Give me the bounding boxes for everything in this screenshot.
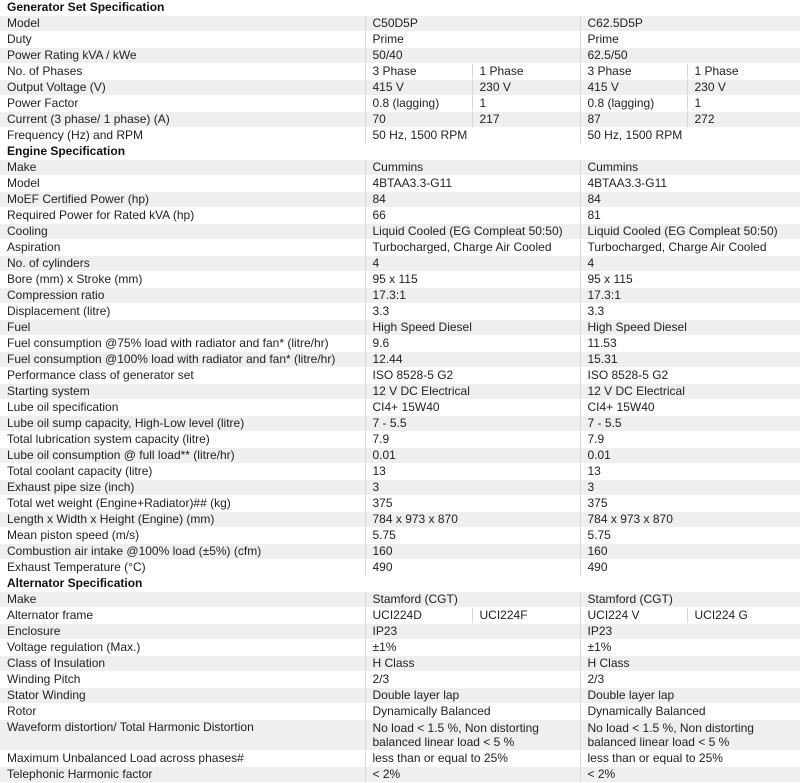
spec-row — [0, 624, 800, 640]
spec-row — [0, 751, 800, 767]
c50d5p-value: C50D5P — [365, 16, 580, 32]
c50d5p-value: 4 — [365, 256, 580, 272]
c62-5d5p-value: less than or equal to 25% — [580, 751, 800, 767]
spec-row — [0, 432, 800, 448]
spec-label: Rotor — [0, 704, 365, 720]
c62-5d5p-value: 4BTAA3.3-G11 — [580, 176, 800, 192]
c62-5d5p-value: ISO 8528-5 G2 — [580, 368, 800, 384]
spec-label: Combustion air intake @100% load (±5%) (cfm) — [0, 544, 365, 560]
spec-label: Total coolant capacity (litre) — [0, 464, 365, 480]
c62-5d5p-value: Turbocharged, Charge Air Cooled — [580, 240, 800, 256]
c62-5d5p-value: C62.5D5P — [580, 16, 800, 32]
spec-row — [0, 608, 800, 624]
spec-row — [0, 32, 800, 48]
c50d5p-value: ±1% — [365, 640, 580, 656]
spec-label: Frequency (Hz) and RPM — [0, 128, 365, 144]
c50d5p-three-phase-value: UCI224D — [365, 608, 472, 624]
spec-label: Class of Insulation — [0, 656, 365, 672]
c50d5p-value: 50 Hz, 1500 RPM — [365, 128, 580, 144]
spec-row — [0, 16, 800, 32]
c50d5p-single-phase-value: 1 — [472, 96, 580, 112]
spec-label: Telephonic Harmonic factor — [0, 767, 365, 783]
spec-label: Power Rating kVA / kWe — [0, 48, 365, 64]
c50d5p-value: Liquid Cooled (EG Compleat 50:50) — [365, 224, 580, 240]
spec-label: Exhaust Temperature (°C) — [0, 560, 365, 576]
spec-label: Make — [0, 160, 365, 176]
c62-5d5p-value: 50 Hz, 1500 RPM — [580, 128, 800, 144]
c62-5d5p-three-phase-value: 415 V — [580, 80, 687, 96]
c62-5d5p-single-phase-value: UCI224 G — [687, 608, 800, 624]
c62-5d5p-value: 7 - 5.5 — [580, 416, 800, 432]
c62-5d5p-value: 490 — [580, 560, 800, 576]
c50d5p-value: Turbocharged, Charge Air Cooled — [365, 240, 580, 256]
spec-row — [0, 720, 800, 751]
spec-label: Enclosure — [0, 624, 365, 640]
c50d5p-value: less than or equal to 25% — [365, 751, 580, 767]
c62-5d5p-value: IP23 — [580, 624, 800, 640]
spec-label: Bore (mm) x Stroke (mm) — [0, 272, 365, 288]
spec-row — [0, 80, 800, 96]
spec-row — [0, 512, 800, 528]
c50d5p-value: 784 x 973 x 870 — [365, 512, 580, 528]
section-title: Engine Specification — [0, 144, 800, 160]
spec-label: Starting system — [0, 384, 365, 400]
c62-5d5p-value: 84 — [580, 192, 800, 208]
c62-5d5p-value: Stamford (CGT) — [580, 592, 800, 608]
c50d5p-value: 66 — [365, 208, 580, 224]
c62-5d5p-value: Liquid Cooled (EG Compleat 50:50) — [580, 224, 800, 240]
c62-5d5p-value — [580, 720, 800, 751]
c50d5p-three-phase-value: 0.8 (lagging) — [365, 96, 472, 112]
c62-5d5p-value: < 2% — [580, 767, 800, 783]
c50d5p-value: Cummins — [365, 160, 580, 176]
c50d5p-value: 2/3 — [365, 672, 580, 688]
spec-label: MoEF Certified Power (hp) — [0, 192, 365, 208]
spec-label: No. of cylinders — [0, 256, 365, 272]
spec-row — [0, 48, 800, 64]
c50d5p-value: 490 — [365, 560, 580, 576]
c62-5d5p-value: 5.75 — [580, 528, 800, 544]
spec-label: Lube oil sump capacity, High-Low level (litre) — [0, 416, 365, 432]
c62-5d5p-value: 160 — [580, 544, 800, 560]
spec-row — [0, 112, 800, 128]
c62-5d5p-value: 3 — [580, 480, 800, 496]
spec-label: Exhaust pipe size (inch) — [0, 480, 365, 496]
spec-label: No. of Phases — [0, 64, 365, 80]
spec-label: Winding Pitch — [0, 672, 365, 688]
c62-5d5p-value-text: No load < 1.5 %, Non distorting balanced linear load < 5 % — [588, 721, 800, 749]
spec-label: Fuel consumption @75% load with radiator and fan* (litre/hr) — [0, 336, 365, 352]
spec-label: Output Voltage (V) — [0, 80, 365, 96]
spec-row — [0, 192, 800, 208]
c50d5p-value: H Class — [365, 656, 580, 672]
c62-5d5p-three-phase-value: 87 — [580, 112, 687, 128]
c50d5p-value: < 2% — [365, 767, 580, 783]
section-header-engine-specification — [0, 144, 800, 160]
c62-5d5p-three-phase-value: UCI224 V — [580, 608, 687, 624]
c50d5p-value: 0.01 — [365, 448, 580, 464]
spec-row — [0, 480, 800, 496]
spec-label: Current (3 phase/ 1 phase) (A) — [0, 112, 365, 128]
c62-5d5p-value: 95 x 115 — [580, 272, 800, 288]
spec-label: Fuel — [0, 320, 365, 336]
spec-row — [0, 767, 800, 783]
section-title: Alternator Specification — [0, 576, 800, 592]
spec-row — [0, 704, 800, 720]
c50d5p-value: 4BTAA3.3-G11 — [365, 176, 580, 192]
c62-5d5p-value: 4 — [580, 256, 800, 272]
c50d5p-value: 7 - 5.5 — [365, 416, 580, 432]
spec-label: Stator Winding — [0, 688, 365, 704]
spec-row — [0, 544, 800, 560]
spec-label: Compression ratio — [0, 288, 365, 304]
spec-row — [0, 496, 800, 512]
spec-label: Aspiration — [0, 240, 365, 256]
spec-row — [0, 416, 800, 432]
spec-row — [0, 256, 800, 272]
spec-label: Waveform distortion/ Total Harmonic Distortion — [0, 720, 365, 751]
spec-row — [0, 208, 800, 224]
c50d5p-value: 9.6 — [365, 336, 580, 352]
spec-row — [0, 64, 800, 80]
spec-row — [0, 592, 800, 608]
c62-5d5p-value: Double layer lap — [580, 688, 800, 704]
spec-label: Total lubrication system capacity (litre) — [0, 432, 365, 448]
spec-label: Make — [0, 592, 365, 608]
c62-5d5p-value: 3.3 — [580, 304, 800, 320]
spec-row — [0, 96, 800, 112]
spec-row — [0, 688, 800, 704]
spec-label: Power Factor — [0, 96, 365, 112]
c62-5d5p-value: High Speed Diesel — [580, 320, 800, 336]
c62-5d5p-value: 62.5/50 — [580, 48, 800, 64]
c62-5d5p-three-phase-value: 3 Phase — [580, 64, 687, 80]
c50d5p-value-text: No load < 1.5 %, Non distorting balanced linear load < 5 % — [373, 721, 580, 749]
c62-5d5p-value: 2/3 — [580, 672, 800, 688]
spec-row — [0, 464, 800, 480]
c50d5p-single-phase-value: 230 V — [472, 80, 580, 96]
c50d5p-value: 375 — [365, 496, 580, 512]
c50d5p-value: ISO 8528-5 G2 — [365, 368, 580, 384]
c50d5p-value: 95 x 115 — [365, 272, 580, 288]
spec-row — [0, 304, 800, 320]
c50d5p-three-phase-value: 415 V — [365, 80, 472, 96]
c62-5d5p-value: 7.9 — [580, 432, 800, 448]
spec-row — [0, 128, 800, 144]
c62-5d5p-three-phase-value: 0.8 (lagging) — [580, 96, 687, 112]
c50d5p-single-phase-value: 1 Phase — [472, 64, 580, 80]
section-header-alternator-specification — [0, 576, 800, 592]
spec-label: Cooling — [0, 224, 365, 240]
c62-5d5p-value: Prime — [580, 32, 800, 48]
c50d5p-value: 84 — [365, 192, 580, 208]
spec-row — [0, 448, 800, 464]
c50d5p-value: 160 — [365, 544, 580, 560]
spec-row — [0, 272, 800, 288]
spec-row — [0, 352, 800, 368]
spec-row — [0, 384, 800, 400]
c50d5p-value: 5.75 — [365, 528, 580, 544]
c50d5p-single-phase-value: UCI224F — [472, 608, 580, 624]
spec-row — [0, 640, 800, 656]
c62-5d5p-value: 13 — [580, 464, 800, 480]
c50d5p-single-phase-value: 217 — [472, 112, 580, 128]
c62-5d5p-value: 15.31 — [580, 352, 800, 368]
spec-label: Fuel consumption @100% load with radiator and fan* (litre/hr) — [0, 352, 365, 368]
spec-label: Lube oil specification — [0, 400, 365, 416]
spec-label: Performance class of generator set — [0, 368, 365, 384]
spec-row — [0, 240, 800, 256]
c62-5d5p-value: 81 — [580, 208, 800, 224]
c50d5p-value: High Speed Diesel — [365, 320, 580, 336]
c62-5d5p-value: 17.3:1 — [580, 288, 800, 304]
c50d5p-value: Prime — [365, 32, 580, 48]
c50d5p-value: 7.9 — [365, 432, 580, 448]
c62-5d5p-value: Dynamically Balanced — [580, 704, 800, 720]
c50d5p-value: 12.44 — [365, 352, 580, 368]
spec-label: Displacement (litre) — [0, 304, 365, 320]
c50d5p-value: 3.3 — [365, 304, 580, 320]
c50d5p-value: Dynamically Balanced — [365, 704, 580, 720]
section-title: Generator Set Specification — [0, 0, 800, 16]
spec-row — [0, 224, 800, 240]
c62-5d5p-value: H Class — [580, 656, 800, 672]
spec-row — [0, 288, 800, 304]
spec-label: Model — [0, 16, 365, 32]
c62-5d5p-value: 0.01 — [580, 448, 800, 464]
c50d5p-three-phase-value: 70 — [365, 112, 472, 128]
spec-row — [0, 528, 800, 544]
spec-row — [0, 368, 800, 384]
c62-5d5p-single-phase-value: 1 Phase — [687, 64, 800, 80]
c50d5p-value: CI4+ 15W40 — [365, 400, 580, 416]
c62-5d5p-value: 11.53 — [580, 336, 800, 352]
spec-row — [0, 320, 800, 336]
c62-5d5p-single-phase-value: 1 — [687, 96, 800, 112]
spec-label: Duty — [0, 32, 365, 48]
c50d5p-value: 12 V DC Electrical — [365, 384, 580, 400]
spec-label: Total wet weight (Engine+Radiator)## (kg) — [0, 496, 365, 512]
c62-5d5p-value: 784 x 973 x 870 — [580, 512, 800, 528]
spec-label: Lube oil consumption @ full load** (litre/hr) — [0, 448, 365, 464]
spec-label: Alternator frame — [0, 608, 365, 624]
c50d5p-three-phase-value: 3 Phase — [365, 64, 472, 80]
spec-label: Maximum Unbalanced Load across phases# — [0, 751, 365, 767]
c50d5p-value — [365, 720, 580, 751]
spec-row — [0, 656, 800, 672]
c62-5d5p-value: CI4+ 15W40 — [580, 400, 800, 416]
spec-row — [0, 400, 800, 416]
section-header-generator-set-specification — [0, 0, 800, 16]
c50d5p-value: 13 — [365, 464, 580, 480]
spec-row — [0, 176, 800, 192]
c50d5p-value: 3 — [365, 480, 580, 496]
c62-5d5p-single-phase-value: 272 — [687, 112, 800, 128]
c62-5d5p-value: 12 V DC Electrical — [580, 384, 800, 400]
spec-label: Voltage regulation (Max.) — [0, 640, 365, 656]
c50d5p-value: 17.3:1 — [365, 288, 580, 304]
c50d5p-value: Double layer lap — [365, 688, 580, 704]
spec-row — [0, 160, 800, 176]
c62-5d5p-value: ±1% — [580, 640, 800, 656]
spec-row — [0, 336, 800, 352]
c50d5p-value: IP23 — [365, 624, 580, 640]
spec-label: Mean piston speed (m/s) — [0, 528, 365, 544]
c62-5d5p-value: 375 — [580, 496, 800, 512]
c62-5d5p-single-phase-value: 230 V — [687, 80, 800, 96]
spec-row — [0, 672, 800, 688]
spec-label: Model — [0, 176, 365, 192]
c50d5p-value: 50/40 — [365, 48, 580, 64]
c62-5d5p-value: Cummins — [580, 160, 800, 176]
c50d5p-value: Stamford (CGT) — [365, 592, 580, 608]
spec-label: Required Power for Rated kVA (hp) — [0, 208, 365, 224]
spec-label: Length x Width x Height (Engine) (mm) — [0, 512, 365, 528]
spec-row — [0, 560, 800, 576]
